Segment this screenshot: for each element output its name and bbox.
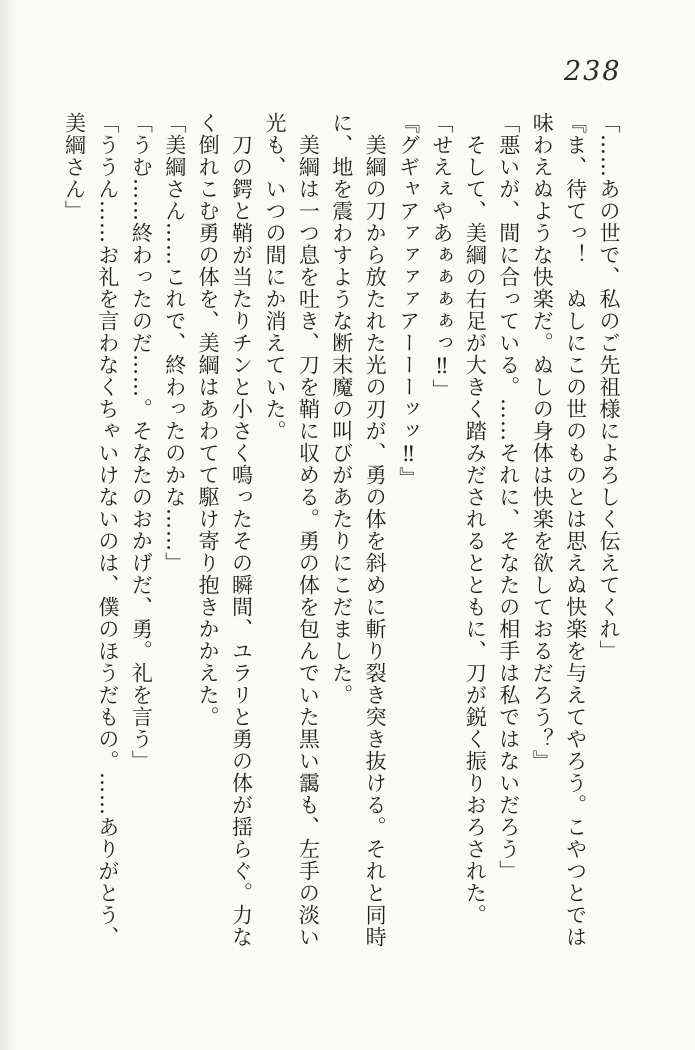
text-column: 「……あの世で、私のご先祖様によろしく伝えてくれ」 — [597, 112, 621, 662]
page-edge-shade — [0, 0, 16, 1050]
text-column: 「うむ……終わったのだ……。そなたのおかげだ、勇。礼を言う」 — [129, 112, 154, 772]
text-column: 美綱さん」 — [62, 112, 87, 222]
text-column: 「せえぇやあぁぁぁぁっ‼」 — [429, 112, 454, 401]
text-column: 『グギャアァァァァアーーーッッ‼』 — [396, 112, 421, 489]
text-column: 刀の鍔と鞘が当たりチンと小さく鳴ったその瞬間、ユラリと勇の体が揺らぐ。力な — [229, 134, 254, 948]
text-column: に、地を震わすような断末魔の叫びがあたりにこだました。 — [329, 112, 354, 706]
text-column: 「悪いが、間に合っている。……それに、そなたの相手は私ではないだろう」 — [496, 112, 521, 882]
text-column: 『ま、待てっ！ ぬしにこの世のものとは思えぬ快楽を与えてやろう。こやつとでは — [563, 112, 588, 948]
page-text — [57, 112, 625, 1024]
text-column: 「美綱さん……これで、終わったのかな……」 — [162, 112, 187, 574]
text-column: 光も、いつの間にか消えていた。 — [262, 112, 287, 442]
text-column: そして、美綱の右足が大きく踏みだされるとともに、刀が鋭く振りおろされた。 — [463, 134, 488, 926]
text-column: く倒れこむ勇の体を、美綱はあわてて駆け寄り抱きかかえた。 — [196, 112, 221, 728]
page-number: 238 — [564, 56, 622, 87]
text-column: 「ううん……お礼を言わなくちゃいけないのは、僕のほうだもの。……ありがとう、 — [95, 112, 120, 948]
text-column: 美綱は一つ息を吐き、刀を鞘に収める。勇の体を包んでいた黒い靄も、左手の淡い — [296, 134, 321, 948]
text-column: 美綱の刀から放たれた光の刃が、勇の体を斜めに斬り裂き突き抜ける。それと同時 — [363, 134, 388, 948]
text-column: 味わえぬような快楽だ。ぬしの身体は快楽を欲しておるだろう？』 — [530, 112, 555, 772]
